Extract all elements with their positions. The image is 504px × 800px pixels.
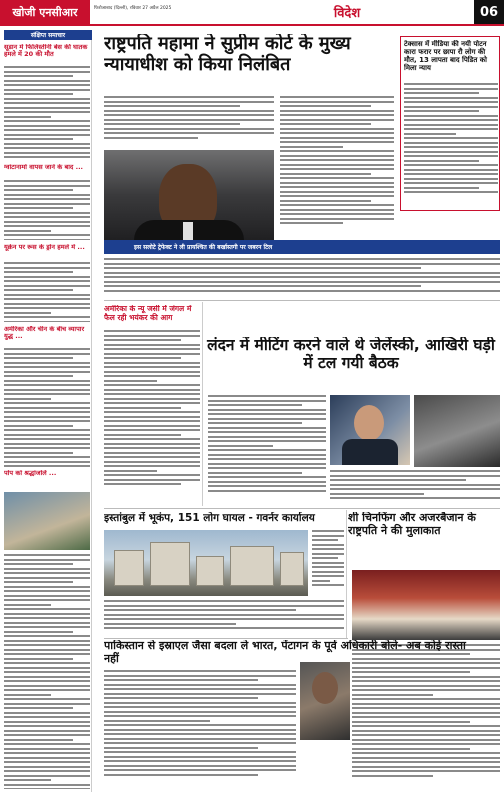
left-story-body-4 bbox=[4, 348, 90, 468]
divider-1 bbox=[104, 300, 500, 301]
divider-3 bbox=[104, 638, 348, 639]
rubio-photo bbox=[330, 395, 410, 465]
istanbul-building-photo bbox=[104, 530, 308, 596]
newspaper-brand: खोजी एनसीआर bbox=[0, 0, 90, 24]
istanbul-story-body bbox=[104, 600, 344, 636]
us-fire-headline: अमेरिका के न्यू जर्सी में जंगल में फैल रही भयंकर की आग bbox=[104, 305, 192, 322]
pakistan-story-headline: पाकिस्तान से इस्राएल जैसा बदला ले भारत, पेंटागन के पूर्व अधिकारी बोले- अब कोई रास्ता नहीं bbox=[104, 640, 466, 665]
xi-meeting-photo bbox=[352, 570, 500, 640]
london-story-body-2 bbox=[330, 470, 500, 506]
page-number: 06 bbox=[474, 0, 504, 24]
column-divider bbox=[202, 302, 203, 506]
meeting-photo bbox=[414, 395, 500, 467]
top-story-body-continued bbox=[104, 258, 500, 298]
xi-meeting-headline: शी चिनफिंग और अजरबैजान के राष्ट्रपति ने की मुलाकात bbox=[348, 512, 476, 537]
top-story-body-main bbox=[280, 96, 394, 236]
divider-2 bbox=[104, 508, 500, 509]
date-line: फिरोजाबाद (दिल्ली), रविवार 27 अप्रैल 2025 bbox=[94, 6, 172, 11]
left-story-headline-2: ग्वांटानामो वापस जाने के बाद ... bbox=[4, 164, 84, 171]
istanbul-story-side bbox=[312, 530, 344, 596]
istanbul-quake-headline: इस्तांबुल में भूकंप, 151 लोग घायल - गवर्नर कार्यालय bbox=[104, 512, 315, 524]
masthead bbox=[0, 0, 504, 26]
xi-story-body bbox=[352, 644, 500, 794]
london-story-body bbox=[208, 395, 326, 505]
pentagon-official-photo bbox=[300, 662, 350, 740]
top-story-body-intro bbox=[104, 96, 274, 148]
texas-story-box bbox=[400, 36, 500, 211]
ghana-president-photo bbox=[104, 150, 274, 250]
top-story-headline: राष्ट्रपति महामा ने सुप्रीम कोर्ट के मुख्य न्यायाधीश को किया निलंबित bbox=[104, 34, 351, 75]
texas-story-body bbox=[404, 83, 498, 207]
section-title: विदेश bbox=[333, 6, 361, 21]
us-fire-body bbox=[104, 330, 200, 508]
brief-news-tag: संक्षिप्त समाचार bbox=[4, 30, 92, 40]
left-story-body-5 bbox=[4, 554, 90, 789]
blue-caption-bar: इस सलोटे ट्रेफेक्ट ने ली प्रायश्चित की बर्खास्तगी पर जबरन टिल bbox=[104, 240, 500, 254]
vatican-crowd-photo bbox=[4, 492, 90, 550]
left-story-headline-1: सूडान में फिलिस्तीनी बेस की घातक हमले में 20 की मौत bbox=[4, 44, 88, 59]
pakistan-story-body bbox=[104, 670, 296, 794]
left-story-headline-4: अमेरिका और चीन के बीच व्यापार युद्ध ... bbox=[4, 326, 85, 341]
left-story-headline-3: यूक्रेन पर रूस के ड्रोन हमले में ... bbox=[4, 244, 85, 251]
left-story-body-2 bbox=[4, 180, 90, 240]
left-news-column bbox=[4, 30, 92, 792]
texas-story-headline: टेक्सास में मीडिया की नयी पोटन कारा फरार पर छापा रौ लोग की मौत, 13 लापता बाद पिडित को मिला न्याय bbox=[404, 40, 487, 73]
left-story-body-1 bbox=[4, 66, 90, 161]
left-story-body-3 bbox=[4, 262, 90, 322]
london-story-headline: लंदन में मीटिंग करने वाले थे जेलेंस्की, आखिरी घड़ी में टल गयी बैठक bbox=[207, 337, 495, 372]
left-story-headline-5: पोप को श्रद्धांजलि ... bbox=[4, 470, 57, 477]
column-divider-2 bbox=[346, 510, 347, 638]
